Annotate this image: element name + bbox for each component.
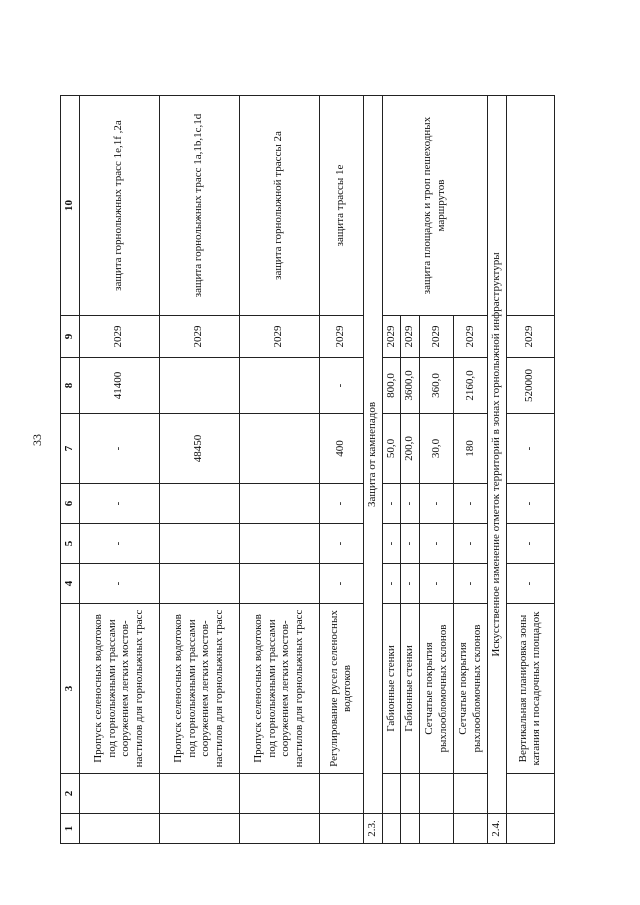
- cell-measure: Пропуск селеносных водотоков под горнолыжными трассами сооружением легких мостов-настилов для горнолыжных трасс: [79, 604, 159, 774]
- page-number: 33: [30, 434, 44, 446]
- cell-num: [319, 814, 363, 844]
- cell-value: 400: [319, 414, 363, 484]
- header-row: [61, 96, 80, 844]
- cell-purpose: защита горнолыжных трасс 1а,1b,1с,1d: [159, 96, 239, 316]
- cell-num: [420, 814, 454, 844]
- cell-code: [319, 774, 363, 814]
- section-number: 2.4.: [488, 814, 507, 844]
- cell-value: -: [382, 484, 401, 524]
- header-cell: 9: [61, 316, 80, 358]
- cell-year: 2029: [401, 316, 420, 358]
- cell-year: 2029: [420, 316, 454, 358]
- cell-year: 2029: [506, 316, 554, 358]
- cell-value: -: [454, 524, 488, 564]
- cell-value: [239, 414, 319, 484]
- cell-value: 30,0: [420, 414, 454, 484]
- cell-value: [239, 358, 319, 414]
- cell-code: [454, 774, 488, 814]
- cell-value: 41400: [79, 358, 159, 414]
- cell-value: [159, 484, 239, 524]
- cell-value: -: [319, 564, 363, 604]
- cell-value: -: [420, 524, 454, 564]
- cell-value: -: [79, 524, 159, 564]
- header-cell: 10: [61, 96, 80, 316]
- cell-value: -: [454, 564, 488, 604]
- header-cell: 2: [61, 774, 80, 814]
- cell-num: [506, 814, 554, 844]
- cell-value: [239, 524, 319, 564]
- cell-value: -: [79, 564, 159, 604]
- cell-year: 2029: [239, 316, 319, 358]
- cell-purpose: защита площадок и троп пешеходных маршрутов: [382, 96, 488, 316]
- cell-num: [159, 814, 239, 844]
- cell-value: [159, 358, 239, 414]
- cell-value: -: [382, 564, 401, 604]
- cell-purpose: защита горнолыжной трассы 2а: [239, 96, 319, 316]
- cell-value: 180: [454, 414, 488, 484]
- header-cell: 4: [61, 564, 80, 604]
- section-number: 2.3.: [363, 814, 382, 844]
- cell-value: 48450: [159, 414, 239, 484]
- table-row: [79, 96, 159, 844]
- cell-purpose: [506, 96, 554, 316]
- cell-value: -: [506, 414, 554, 484]
- cell-value: -: [506, 484, 554, 524]
- cell-value: -: [319, 524, 363, 564]
- measures-table: [60, 95, 555, 844]
- cell-value: 3600,0: [401, 358, 420, 414]
- cell-num: [401, 814, 420, 844]
- cell-measure: Габионные стенки: [382, 604, 401, 774]
- cell-measure: Сетчатые покрытия рыхлообломочных склонов: [420, 604, 454, 774]
- cell-code: [401, 774, 420, 814]
- header-cell: 6: [61, 484, 80, 524]
- cell-year: 2029: [79, 316, 159, 358]
- cell-value: -: [506, 524, 554, 564]
- cell-code: [239, 774, 319, 814]
- cell-value: -: [420, 564, 454, 604]
- cell-value: 200,0: [401, 414, 420, 484]
- cell-num: [454, 814, 488, 844]
- cell-value: [239, 564, 319, 604]
- cell-purpose: защита трассы 1е: [319, 96, 363, 316]
- cell-value: -: [319, 358, 363, 414]
- cell-code: [506, 774, 554, 814]
- header-cell: 1: [61, 814, 80, 844]
- cell-code: [420, 774, 454, 814]
- cell-num: [382, 814, 401, 844]
- cell-value: 360,0: [420, 358, 454, 414]
- cell-purpose: защита горнолыжных трасс 1е,1f ,2а: [79, 96, 159, 316]
- header-cell: 5: [61, 524, 80, 564]
- cell-num: [239, 814, 319, 844]
- cell-measure: Регулирование русел селеносных водотоков: [319, 604, 363, 774]
- cell-year: 2029: [159, 316, 239, 358]
- section-row: [488, 96, 507, 844]
- cell-value: -: [420, 484, 454, 524]
- cell-value: -: [319, 484, 363, 524]
- section-title: Защита от камнепадов: [363, 96, 382, 814]
- cell-value: -: [401, 524, 420, 564]
- cell-measure: Пропуск селеносных водотоков под горнолыжными трассами сооружением легких мостов-настилов для горнолыжных трасс: [239, 604, 319, 774]
- table-row: [239, 96, 319, 844]
- cell-value: 800,0: [382, 358, 401, 414]
- cell-year: 2029: [319, 316, 363, 358]
- table-row: [159, 96, 239, 844]
- cell-value: -: [79, 414, 159, 484]
- cell-value: -: [454, 484, 488, 524]
- cell-measure: Пропуск селеносных водотоков под горнолыжными трассами сооружением легких мостов-настилов для горнолыжных трасс: [159, 604, 239, 774]
- cell-measure: Габионные стенки: [401, 604, 420, 774]
- cell-code: [159, 774, 239, 814]
- cell-year: 2029: [454, 316, 488, 358]
- cell-value: 50,0: [382, 414, 401, 484]
- cell-value: -: [382, 524, 401, 564]
- header-cell: 7: [61, 414, 80, 484]
- header-cell: 3: [61, 604, 80, 774]
- header-cell: 8: [61, 358, 80, 414]
- cell-value: -: [401, 564, 420, 604]
- cell-value: -: [79, 484, 159, 524]
- cell-value: [159, 564, 239, 604]
- table-row: [319, 96, 363, 844]
- cell-code: [79, 774, 159, 814]
- cell-measure: Сетчатые покрытия рыхлообломочных склонов: [454, 604, 488, 774]
- cell-value: -: [506, 564, 554, 604]
- section-title: Искусственное изменение отметок территорий в зонах горнолыжной инфраструктуры: [488, 96, 507, 814]
- cell-value: 520000: [506, 358, 554, 414]
- table-row: [506, 96, 554, 844]
- cell-year: 2029: [382, 316, 401, 358]
- cell-code: [382, 774, 401, 814]
- cell-value: [239, 484, 319, 524]
- cell-value: [159, 524, 239, 564]
- cell-num: [79, 814, 159, 844]
- table-row: [382, 96, 401, 844]
- rotated-table-sheet: [60, 96, 543, 844]
- section-row: [363, 96, 382, 844]
- cell-measure: Вертикальная планировка зоны катания и посадочных площадок: [506, 604, 554, 774]
- cell-value: -: [401, 484, 420, 524]
- cell-value: 2160,0: [454, 358, 488, 414]
